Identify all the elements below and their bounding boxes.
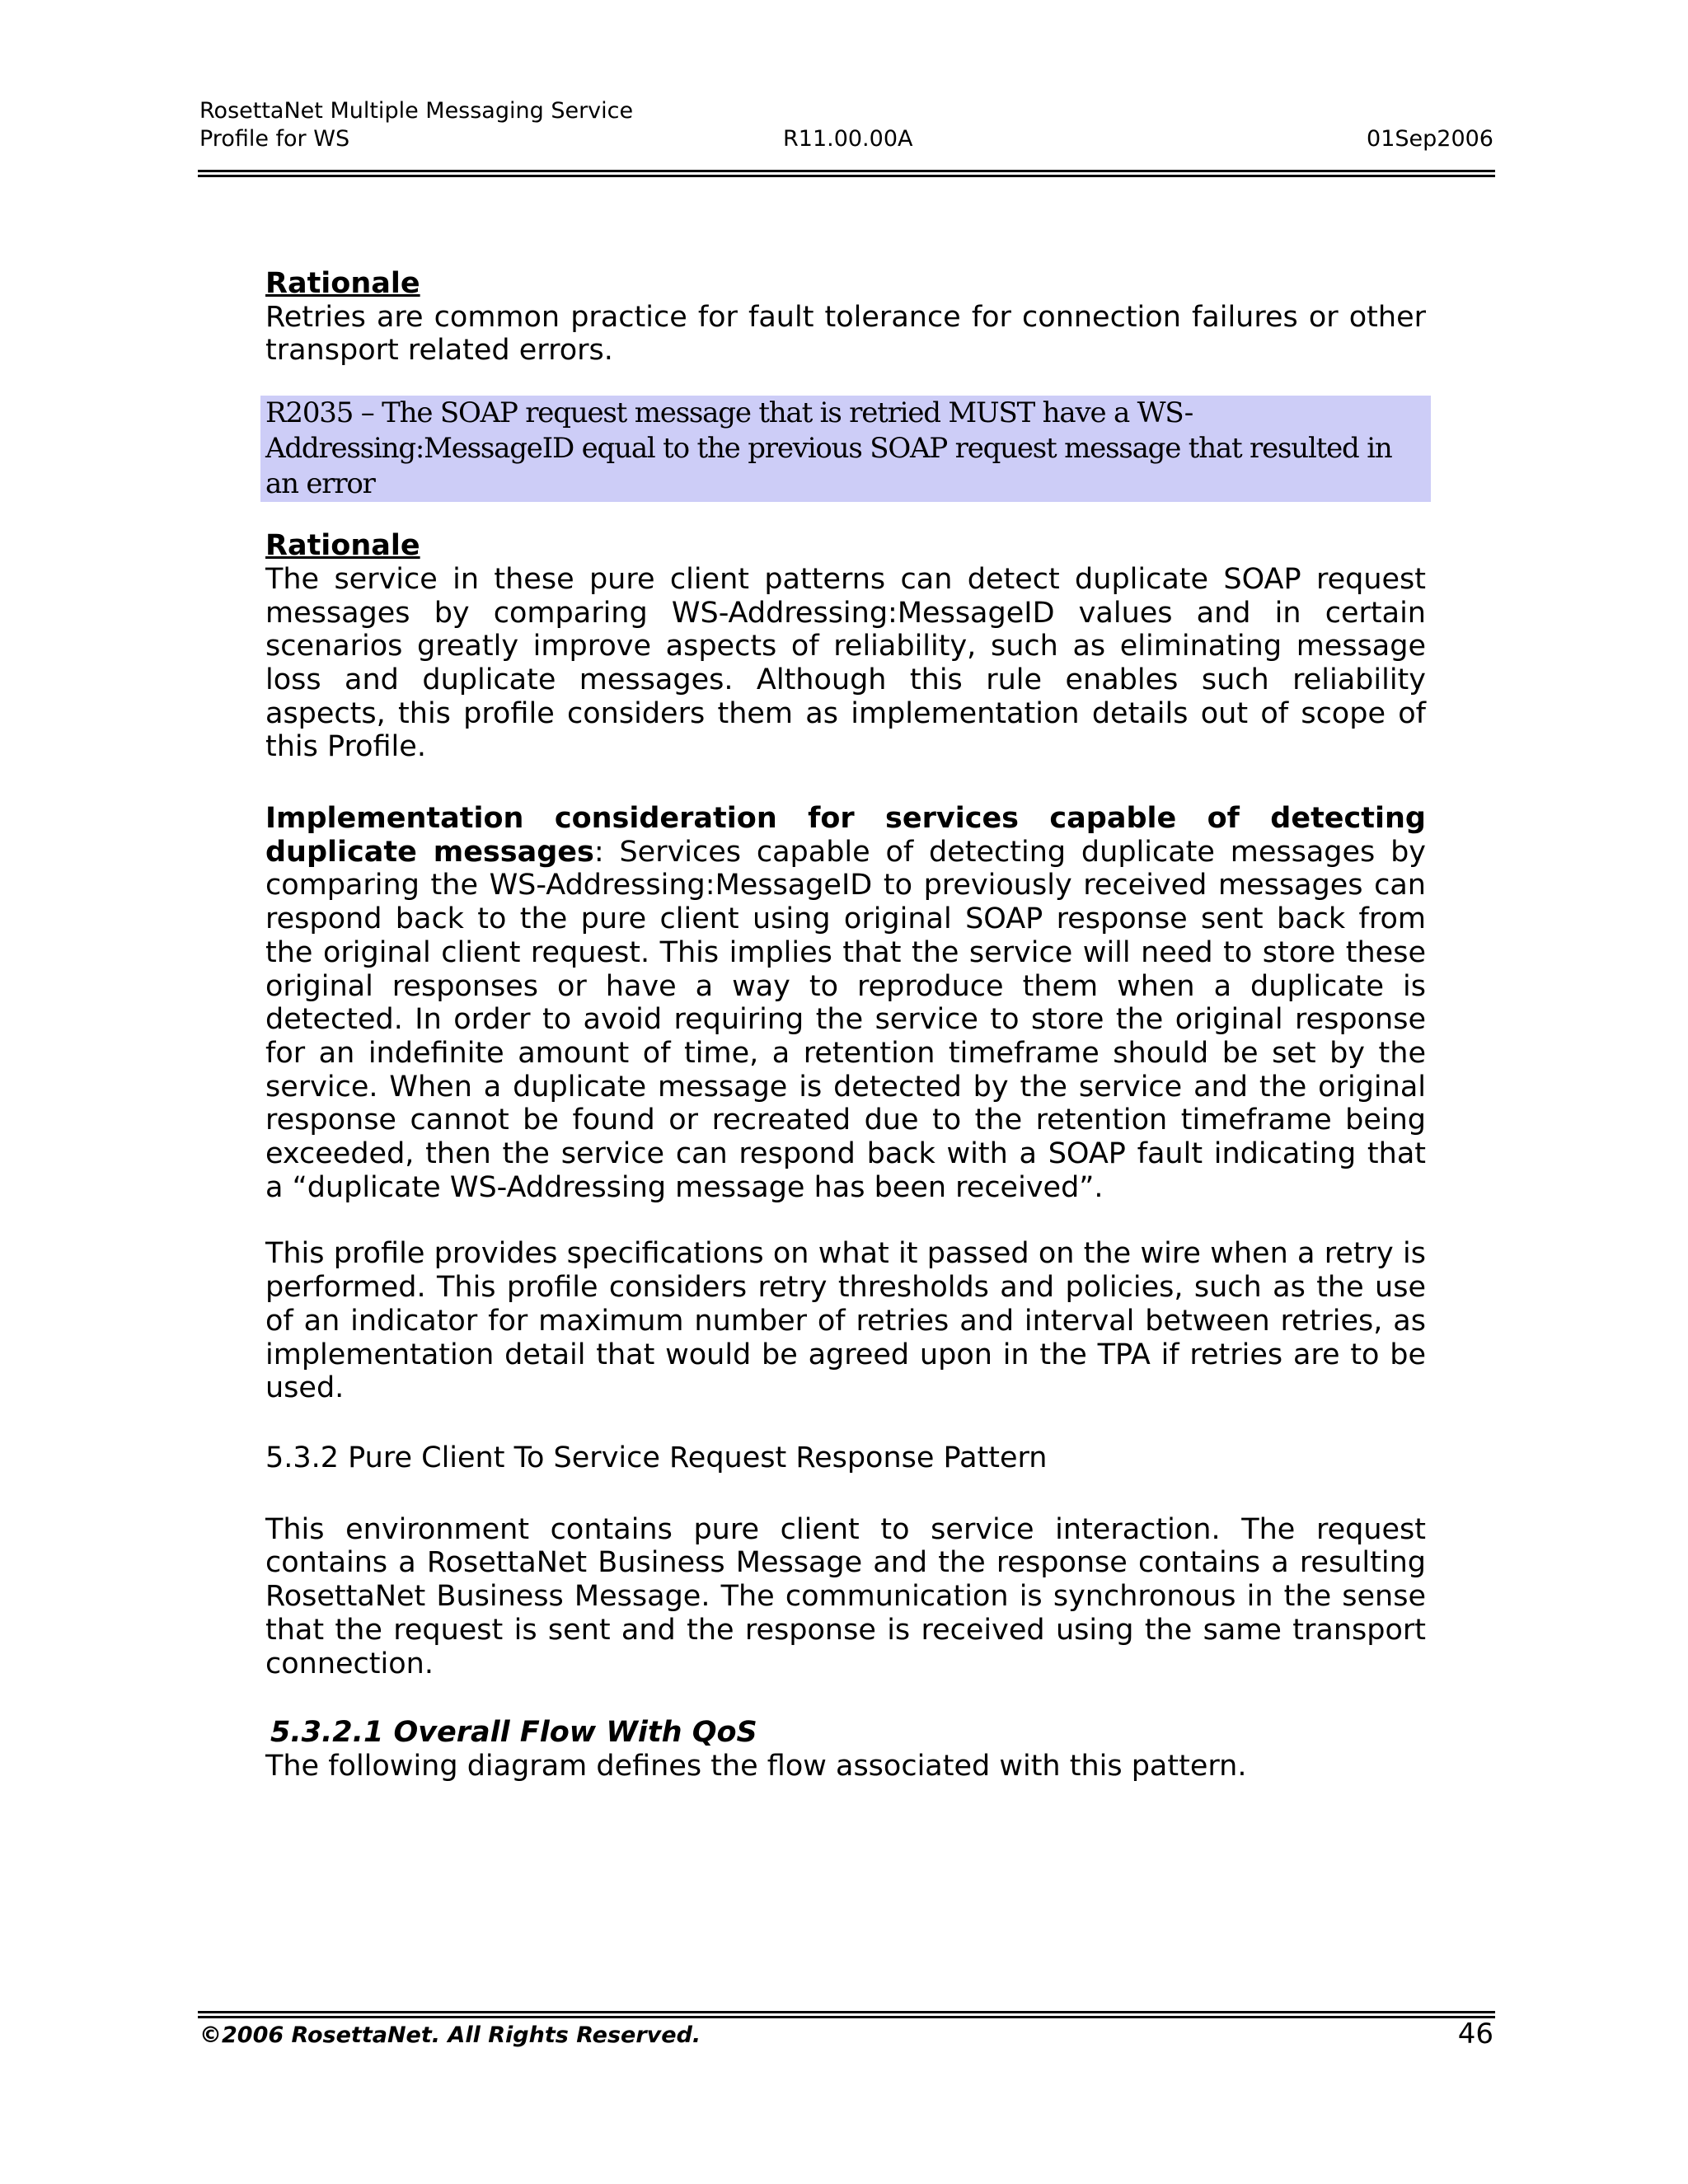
copyright-notice: ©2006 RosettaNet. All Rights Reserved. [199,2022,701,2048]
header-row-2 [199,125,1493,153]
header-divider [198,170,1495,177]
page-number: 46 [1457,2018,1493,2050]
requirement-r2035: R2035 – The SOAP request message that is retried MUST have a WS-Addressing:MessageID equal to the previous SOAP request message that resulted in an error [260,396,1431,502]
subsection-paragraph: The following diagram defines the flow associated with this pattern. [265,1749,1247,1783]
subsection-heading: 5.3.2.1 Overall Flow With QoS [270,1716,757,1750]
rationale-heading: Rationale [265,529,420,563]
rationale-text: The service in these pure client patterns can detect duplicate SOAP request messages by comparing WS-Addressing:MessageID values and in certain scenarios greatly improve aspects of reliability, such as eliminating message loss and duplicate messages. Although this rule enables such reliability aspects, this profile considers them as implementation details out of scope of this Profile. [265,562,1426,764]
implementation-heading: Implementation consideration for services capable of detecting duplicate messages [265,802,1426,869]
header-version: R11.00.00A [783,126,913,152]
rationale-heading: Rationale [265,267,420,300]
page-footer [199,2019,1493,2052]
rationale-text: Retries are common practice for fault tolerance for connection failures or other transport related errors. [265,300,1426,368]
implementation-consideration [265,802,1426,1204]
section-heading: 5.3.2 Pure Client To Service Request Response Pattern [265,1441,1048,1474]
profile-paragraph: This profile provides specifications on what it passed on the wire when a retry is performed. This profile considers retry thresholds and policies, such as the use of an indicator for maximum number of retries and interval between retries, as implementation detail that would be agreed upon in the TPA if retries are to be used. [265,1237,1426,1405]
page-content [265,267,1426,1783]
header-doc-title: RosettaNet Multiple Messaging Service [199,98,634,124]
header-date: 01Sep2006 [1367,126,1493,152]
rationale-block-1 [265,267,1426,368]
page-header [199,97,1493,153]
implementation-text: : Services capable of detecting duplicate messages by comparing the WS-Addressing:MessageID to previously received messages can respond back to the pure client using original SOAP response sent back from the original client request. This implies that the service will need to store these original responses or have a way to reproduce them when a duplicate is detected. In order to avoid requiring the service to store the original response for an indefinite amount of time, a retention timeframe should be set by the service. When a duplicate message is detected by the service and the original response cannot be found or recreated due to the retention timeframe being exceeded, then the service can respond back with a SOAP fault indicating that a “duplicate WS-Addressing message has been received”. [265,835,1427,1204]
header-row-1 [199,97,1493,125]
footer-divider [198,2011,1495,2018]
header-doc-subtitle: Profile for WS [199,126,350,152]
section-paragraph: This environment contains pure client to service interaction. The request contains a RosettaNet Business Message and the response contains a resulting RosettaNet Business Message. The communication is synchronous in the sense that the request is sent and the response is received using the same transport connection. [265,1512,1426,1680]
rationale-block-2 [265,529,1426,764]
